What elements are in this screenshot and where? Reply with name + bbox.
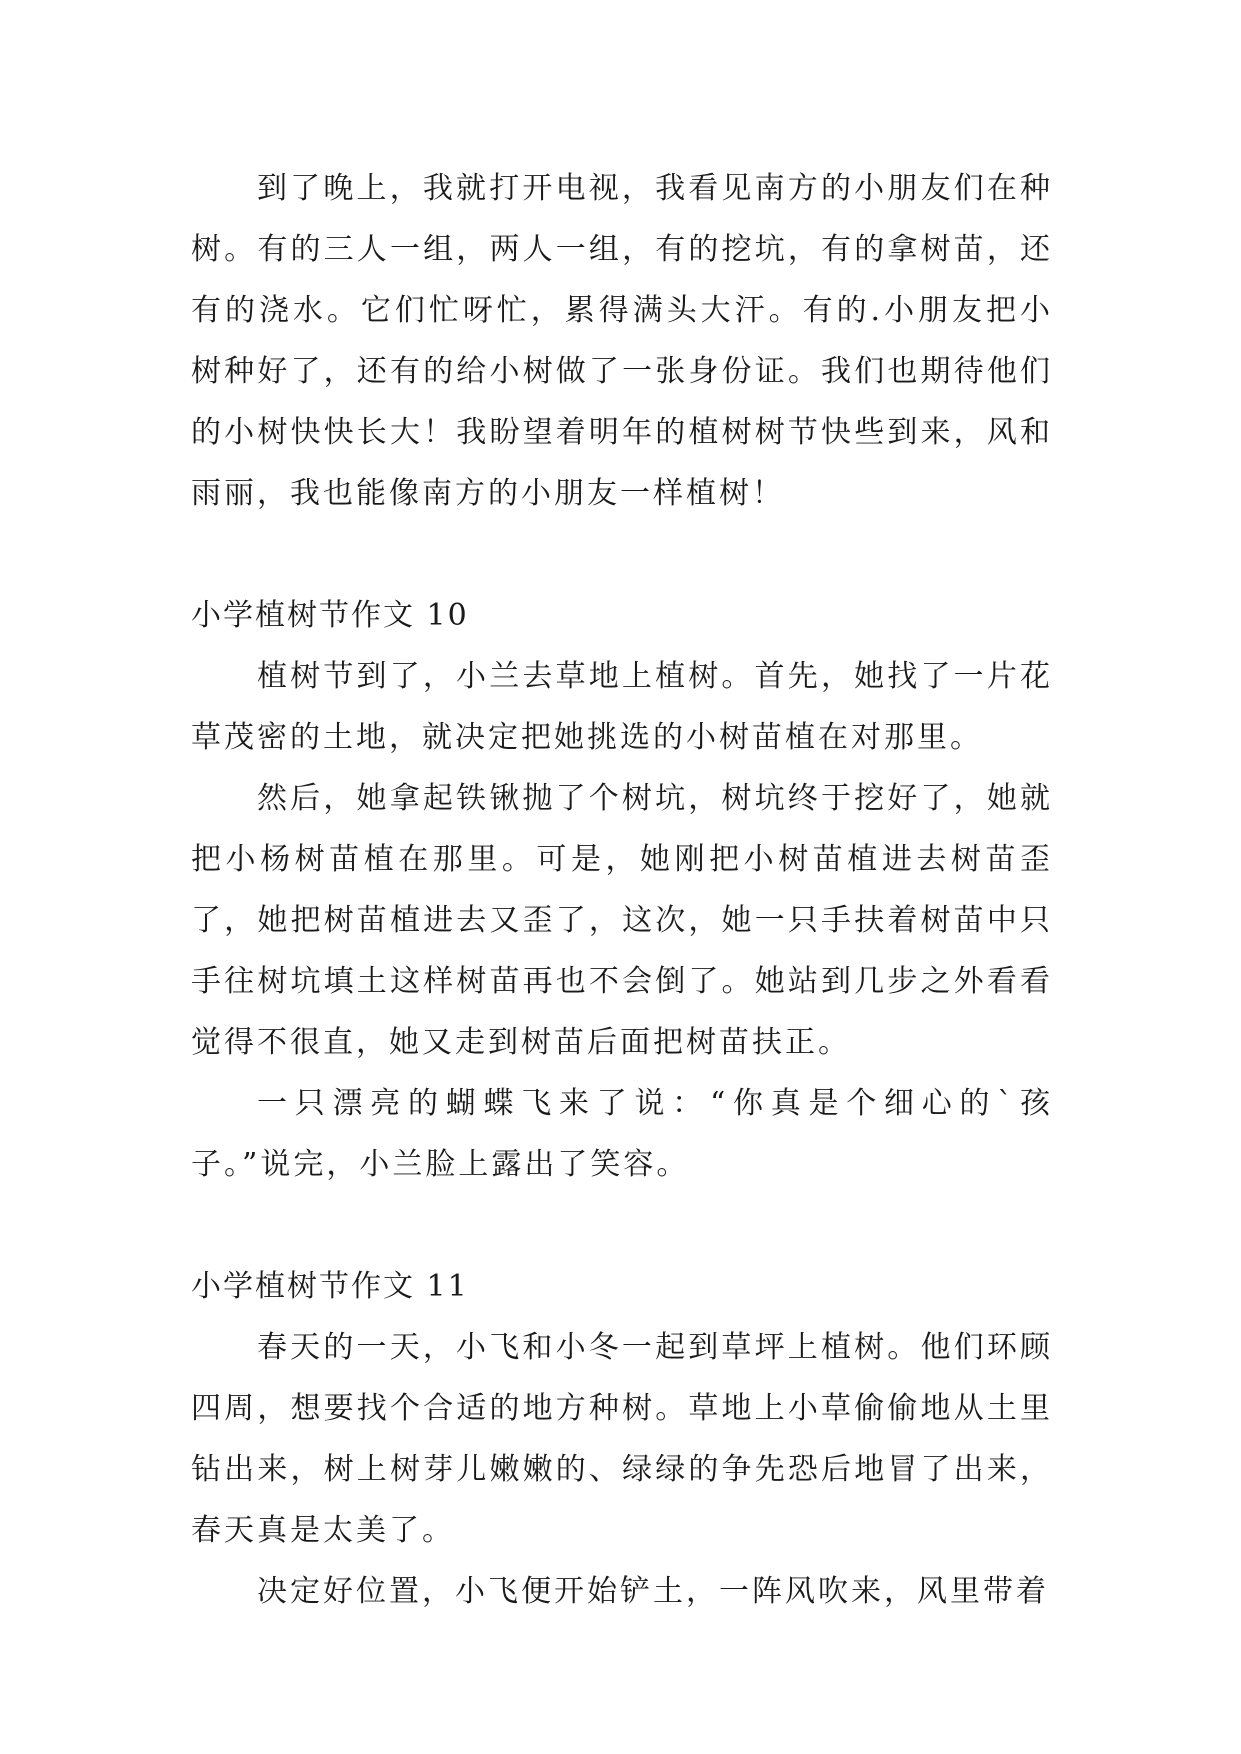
paragraph: 春天的一天，小飞和小冬一起到草坪上植树。他们环顾四周，想要找个合适的地方种树。草地上小草偷偷地从土里钻出来，树上树芽儿嫩嫩的、绿绿的争先恐后地冒了出来，春天真是太美了。 bbox=[191, 1330, 1053, 1548]
section-gap bbox=[191, 1195, 1053, 1256]
section-gap bbox=[191, 524, 1053, 585]
section-heading: 小学植树节作文 11 bbox=[191, 1269, 469, 1304]
paragraph: 然后，她拿起铁锹抛了个树坑，树坑终于挖好了，她就把小杨树苗植在那里。可是，她刚把小树苗植进去树苗歪了，她把树苗植进去又歪了，这次，她一只手扶着树苗中只手往树坑填土这样树苗再也不会倒了。她站到几步之外看看觉得不很直，她又走到树苗后面把树苗扶正。 bbox=[191, 781, 1053, 1060]
section-heading: 小学植树节作文 10 bbox=[191, 598, 469, 633]
paragraph: 植树节到了，小兰去草地上植树。首先，她找了一片花草茂密的土地，就决定把她挑选的小树苗植在对那里。 bbox=[191, 659, 1053, 755]
intro-paragraph: 到了晚上，我就打开电视，我看见南方的小朋友们在种树。有的三人一组，两人一组，有的挖坑，有的拿树苗，还有的浇水。它们忙呀忙，累得满头大汗。有的.小朋友把小树种好了，还有的给小树做了一张身份证。我们也期待他们的小树快快长大！我盼望着明年的植树树节快些到来，风和雨丽，我也能像南方的小朋友一样植树！ bbox=[191, 171, 1053, 511]
paragraph: 决定好位置，小飞便开始铲土，一阵风吹来，风里带着 bbox=[257, 1574, 1049, 1609]
paragraph: 一只漂亮的蝴蝶飞来了说：“你真是个细心的`孩子。”说完，小兰脸上露出了笑容。 bbox=[191, 1086, 1053, 1182]
essay-section-11 bbox=[191, 1256, 1053, 1622]
document-page bbox=[191, 158, 1053, 1622]
essay-section-10 bbox=[191, 585, 1053, 1195]
